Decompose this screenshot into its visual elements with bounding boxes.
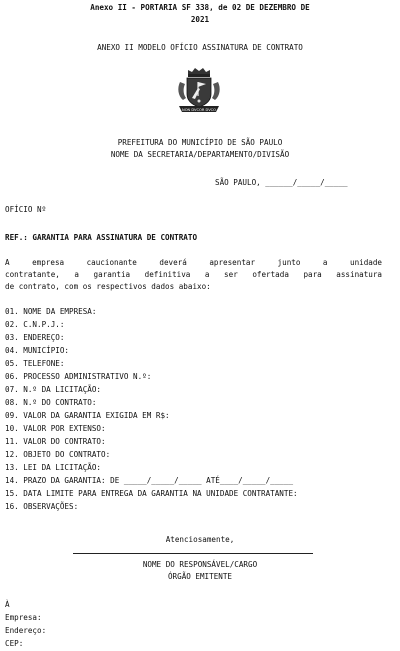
list-item: 08. N.º DO CONTRATO:: [5, 398, 97, 407]
header-title-line2: 2021: [190, 15, 210, 24]
list-item: 06. PROCESSO ADMINISTRATIVO N.º:: [5, 372, 152, 381]
signature-line: [73, 553, 313, 554]
header-subtitle: ANEXO II MODELO OFÍCIO ASSINATURA DE CONTRATO: [97, 43, 303, 52]
closing-text: Atenciosamente,: [165, 535, 235, 544]
signature-name: NOME DO RESPONSÁVEL/CARGO: [142, 560, 258, 569]
sao-paulo-coat-of-arms-icon: [174, 66, 224, 116]
date-line: SÃO PAULO, ______/_____/_____: [215, 178, 348, 187]
list-item: 04. MUNICÍPIO:: [5, 346, 70, 355]
agency-line2: NOME DA SECRETARIA/DEPARTAMENTO/DIVISÃO: [110, 150, 290, 159]
list-item: 03. ENDEREÇO:: [5, 333, 65, 342]
list-item: 05. TELEFONE:: [5, 359, 65, 368]
reference-line: REF.: GARANTIA PARA ASSINATURA DE CONTRATO: [5, 233, 198, 242]
body-line2: contratante, a garantia definitiva a ser ofertada para assinatura: [5, 270, 382, 279]
list-item: 11. VALOR DO CONTRATO:: [5, 437, 106, 446]
crest-motto: NON DVCOR DVCO: [182, 107, 216, 112]
list-item: 07. N.º DA LICITAÇÃO:: [5, 385, 102, 394]
oficio-number: OFÍCIO Nº: [5, 205, 47, 214]
list-item: 01. NOME DA EMPRESA:: [5, 307, 97, 316]
list-item: 09. VALOR DA GARANTIA EXIGIDA EM R$:: [5, 411, 170, 420]
recipient-company: Empresa:: [5, 613, 42, 622]
header-title-line1: Anexo II - PORTARIA SF 338, de 02 DE DEZEMBRO DE: [90, 3, 310, 12]
list-item: 13. LEI DA LICITAÇÃO:: [5, 463, 102, 472]
list-item: 14. PRAZO DA GARANTIA: DE _____/_____/_____ ATÉ____/_____/_____: [5, 476, 294, 485]
list-item: 16. OBSERVAÇÕES:: [5, 502, 79, 511]
recipient-address: Endereço:: [5, 626, 47, 635]
agency-line1: PREFEITURA DO MUNICÍPIO DE SÃO PAULO: [117, 138, 283, 147]
list-item: 12. OBJETO DO CONTRATO:: [5, 450, 111, 459]
list-item: 02. C.N.P.J.:: [5, 320, 65, 329]
list-item: 10. VALOR POR EXTENSO:: [5, 424, 106, 433]
recipient-to: À: [5, 600, 10, 609]
list-item: 15. DATA LIMITE PARA ENTREGA DA GARANTIA NA UNIDADE CONTRATANTE:: [5, 489, 298, 498]
body-line3: de contrato, com os respectivos dados abaixo:: [5, 282, 211, 291]
recipient-cep: CEP:: [5, 639, 24, 648]
body-line1: A empresa caucionante deverá apresentar junto a unidade: [5, 258, 382, 267]
signature-organ: ÓRGÃO EMITENTE: [167, 572, 232, 581]
